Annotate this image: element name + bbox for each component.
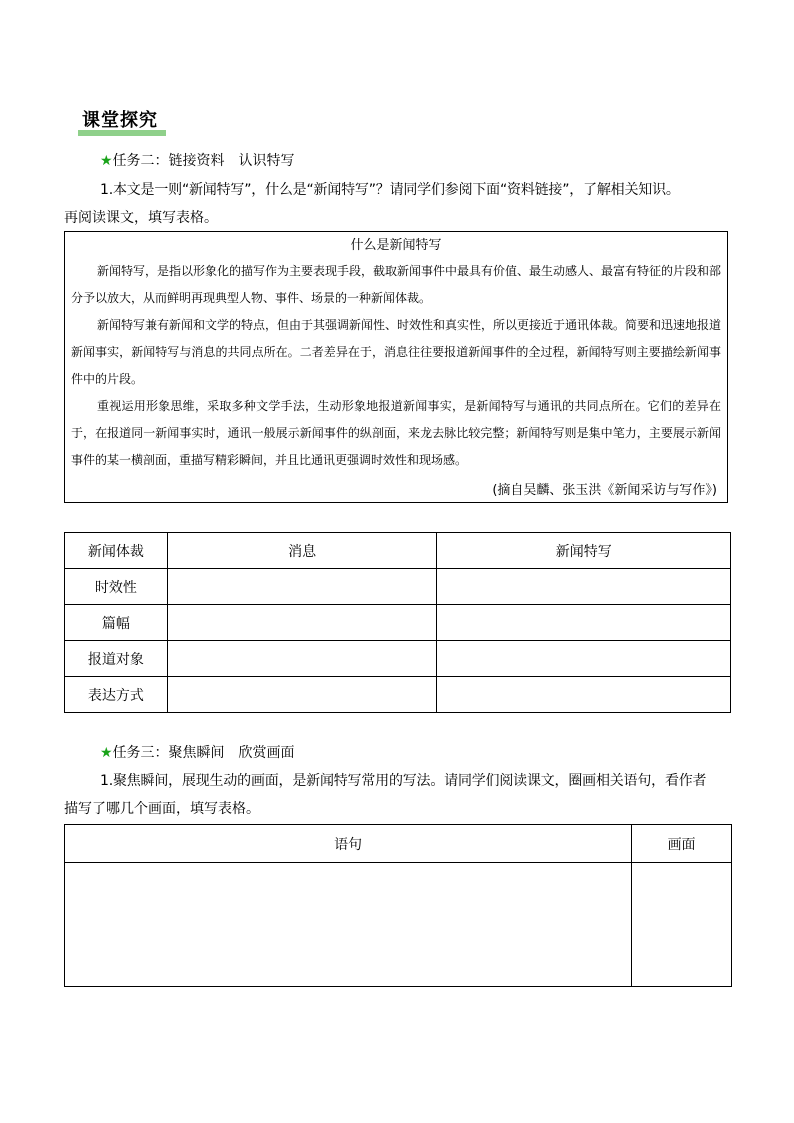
answer-cell[interactable]: [167, 605, 437, 641]
header-cell: 消息: [167, 533, 437, 569]
header-cell: 语句: [65, 825, 632, 863]
star-icon: ★: [100, 153, 113, 169]
sentence-scene-table: [64, 824, 732, 987]
table-header-row: [65, 825, 732, 863]
answer-cell[interactable]: [632, 863, 732, 987]
material-title: 什么是新闻特写: [350, 238, 442, 253]
row-label: 表达方式: [65, 677, 168, 713]
task3-question-line1: 1.聚焦瞬间，展现生动的画面，是新闻特写常用的写法。请同学们阅读课文，圈画相关语句，看作者: [100, 773, 707, 789]
answer-cell[interactable]: [437, 569, 731, 605]
task2-question-line2: 再阅读课文，填写表格。: [64, 210, 218, 226]
material-paragraph: 新闻特写，是指以形象化的描写作为主要表现手段，截取新闻事件中最具有价值、最生动感人、最富有特征的片段和部分予以放大，从而鲜明再现典型人物、事件、场景的一种新闻体裁。: [71, 264, 722, 305]
task3-question-line2: 描写了哪几个画面，填写表格。: [64, 801, 260, 817]
material-paragraph: 重视运用形象思维，采取多种文学手法，生动形象地报道新闻事实，是新闻特写与通讯的共同点所在。它们的差异在于，在报道同一新闻事实时，通讯一般展示新闻事件的纵剖面，来龙去脉比较完整；新闻特写则是集中笔力，主要展示新闻事件的某一横剖面，重描写精彩瞬间，并且比通讯更强调时效性和现场感。: [71, 399, 721, 467]
header-cell: 新闻特写: [437, 533, 731, 569]
material-paragraph: 新闻特写兼有新闻和文学的特点，但由于其强调新闻性、时效性和真实性，所以更接近于通讯体裁。简要和迅速地报道新闻事实，新闻特写与消息的共同点所在。二者差异在于，消息往往要报道新闻事件的全过程，新闻特写则主要描绘新闻事件中的片段。: [71, 318, 722, 386]
answer-cell[interactable]: [437, 605, 731, 641]
table-row: [65, 605, 731, 641]
task3-question: [64, 767, 732, 823]
row-label: 篇幅: [65, 605, 168, 641]
header-cell: 画面: [632, 825, 732, 863]
answer-cell[interactable]: [437, 641, 731, 677]
row-label: 时效性: [65, 569, 168, 605]
table-row: [65, 863, 732, 987]
table-row: [65, 569, 731, 605]
material-source: (摘自吴麟、张玉洪《新闻采访与写作》): [492, 483, 717, 498]
answer-cell[interactable]: [167, 641, 437, 677]
task2-heading-text: 任务二：链接资料 认识特写: [112, 153, 295, 169]
task3-heading: [100, 742, 295, 762]
material-body: [71, 258, 721, 474]
task2-question-line1: 1.本文是一则“新闻特写”，什么是“新闻特写”？请同学们参阅下面“资料链接”，了解相关知识。: [100, 182, 680, 198]
material-box: [64, 231, 728, 503]
comparison-table: [64, 532, 731, 713]
table-row: [65, 677, 731, 713]
table-header-row: [65, 533, 731, 569]
section-title: 课堂探究: [82, 110, 158, 131]
star-icon: ★: [100, 745, 113, 761]
answer-cell[interactable]: [65, 863, 632, 987]
task2-question: [64, 176, 732, 232]
row-label: 报道对象: [65, 641, 168, 677]
table-row: [65, 641, 731, 677]
answer-cell[interactable]: [167, 569, 437, 605]
task3-heading-text: 任务三：聚焦瞬间 欣赏画面: [112, 745, 295, 761]
answer-cell[interactable]: [437, 677, 731, 713]
answer-cell[interactable]: [167, 677, 437, 713]
task2-heading: [100, 150, 295, 170]
header-cell: 新闻体裁: [65, 533, 168, 569]
